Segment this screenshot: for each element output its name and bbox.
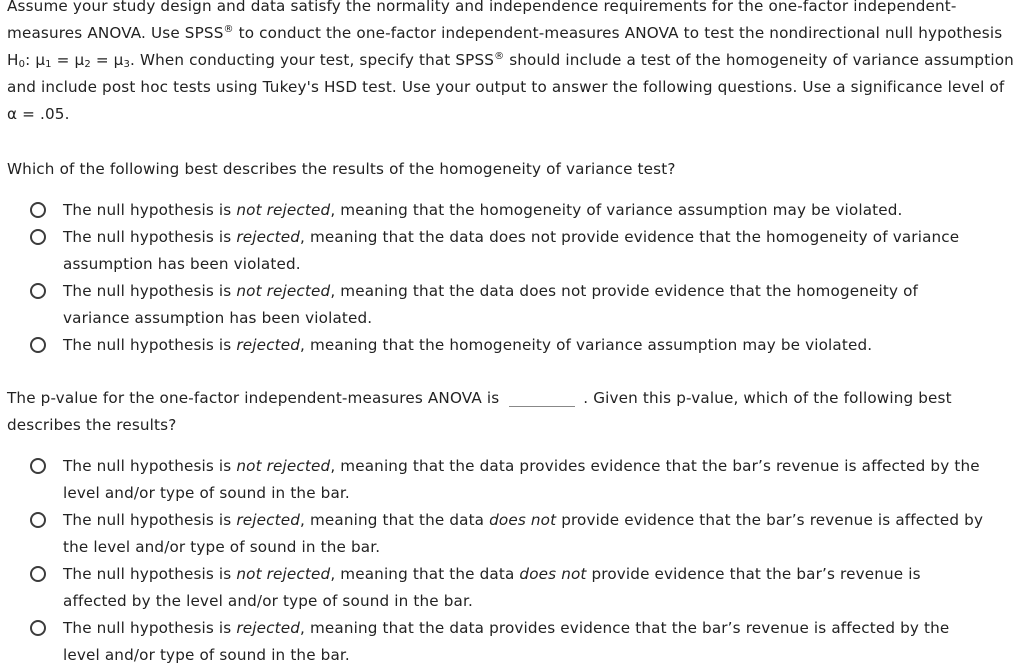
question-1-option-3[interactable]: The null hypothesis is not rejected, meaning that the data does not provide evidence that the homogeneity of variance assumption has been violated. bbox=[30, 278, 984, 332]
question-1-option-1[interactable]: The null hypothesis is not rejected, meaning that the homogeneity of variance assumption may be violated. bbox=[30, 197, 984, 224]
intro-text: . When conducting your test, specify that SPSS bbox=[130, 51, 495, 69]
question-2-option-1[interactable]: The null hypothesis is not rejected, meaning that the data provides evidence that the bar’s revenue is affected by the level and/or type of sound in the bar. bbox=[30, 453, 984, 507]
registered-mark: ® bbox=[494, 51, 505, 62]
question-2-option-2[interactable]: The null hypothesis is rejected, meaning that the data does not provide evidence that the bar’s revenue is affected by the level and/or type of sound in the bar. bbox=[30, 507, 984, 561]
intro-text: should include a test of the homogeneity of variance assumption and include post hoc tests using Tukey's HSD test. Use your output to answer the following questions. Use a significance level of α = .05. bbox=[7, 51, 1014, 123]
radio-button[interactable] bbox=[30, 512, 46, 528]
radio-button[interactable] bbox=[30, 337, 46, 353]
question-1-prompt bbox=[7, 156, 1016, 183]
radio-button[interactable] bbox=[30, 202, 46, 218]
intro-paragraph bbox=[7, 0, 1016, 128]
question-2-text: . Given this p-value, which of the following best describes the results? bbox=[7, 389, 952, 434]
registered-mark: ® bbox=[223, 24, 234, 35]
intro-text: to conduct the one-factor independent-measures ANOVA to test the nondirectional null hypothesis H bbox=[7, 24, 1003, 69]
subscript: 2 bbox=[84, 59, 91, 70]
question-2-option-3[interactable]: The null hypothesis is not rejected, meaning that the data does not provide evidence that the bar’s revenue is affected by the level and/or type of sound in the bar. bbox=[30, 561, 984, 615]
p-value-input[interactable] bbox=[509, 392, 575, 407]
question-2-prompt bbox=[7, 385, 1016, 439]
radio-button[interactable] bbox=[30, 566, 46, 582]
intro-text: = μ bbox=[90, 51, 124, 69]
question-1-option-2[interactable]: The null hypothesis is rejected, meaning that the data does not provide evidence that the homogeneity of variance assumption has been violated. bbox=[30, 224, 984, 278]
question-2-option-4[interactable]: The null hypothesis is rejected, meaning that the data provides evidence that the bar’s revenue is affected by the level and/or type of sound in the bar. bbox=[30, 615, 984, 669]
question-2-options bbox=[30, 453, 984, 669]
subscript: 0 bbox=[18, 59, 26, 70]
question-2-text: The p-value for the one-factor independent-measures ANOVA is bbox=[7, 389, 500, 407]
subscript: 1 bbox=[45, 59, 52, 70]
question-1-text: Which of the following best describes the results of the homogeneity of variance test? bbox=[7, 160, 676, 178]
intro-text: = μ bbox=[51, 51, 85, 69]
radio-button[interactable] bbox=[30, 283, 46, 299]
question-1-options bbox=[30, 197, 984, 359]
radio-button[interactable] bbox=[30, 458, 46, 474]
subscript: 3 bbox=[123, 59, 131, 70]
intro-text: Assume your study design and data satisfy the normality and independence requirements for the one-factor independent-measures ANOVA. Use SPSS bbox=[7, 0, 957, 42]
radio-button[interactable] bbox=[30, 229, 46, 245]
radio-button[interactable] bbox=[30, 620, 46, 636]
intro-text: : μ bbox=[25, 51, 46, 69]
question-1-option-4[interactable]: The null hypothesis is rejected, meaning that the homogeneity of variance assumption may be violated. bbox=[30, 332, 984, 359]
